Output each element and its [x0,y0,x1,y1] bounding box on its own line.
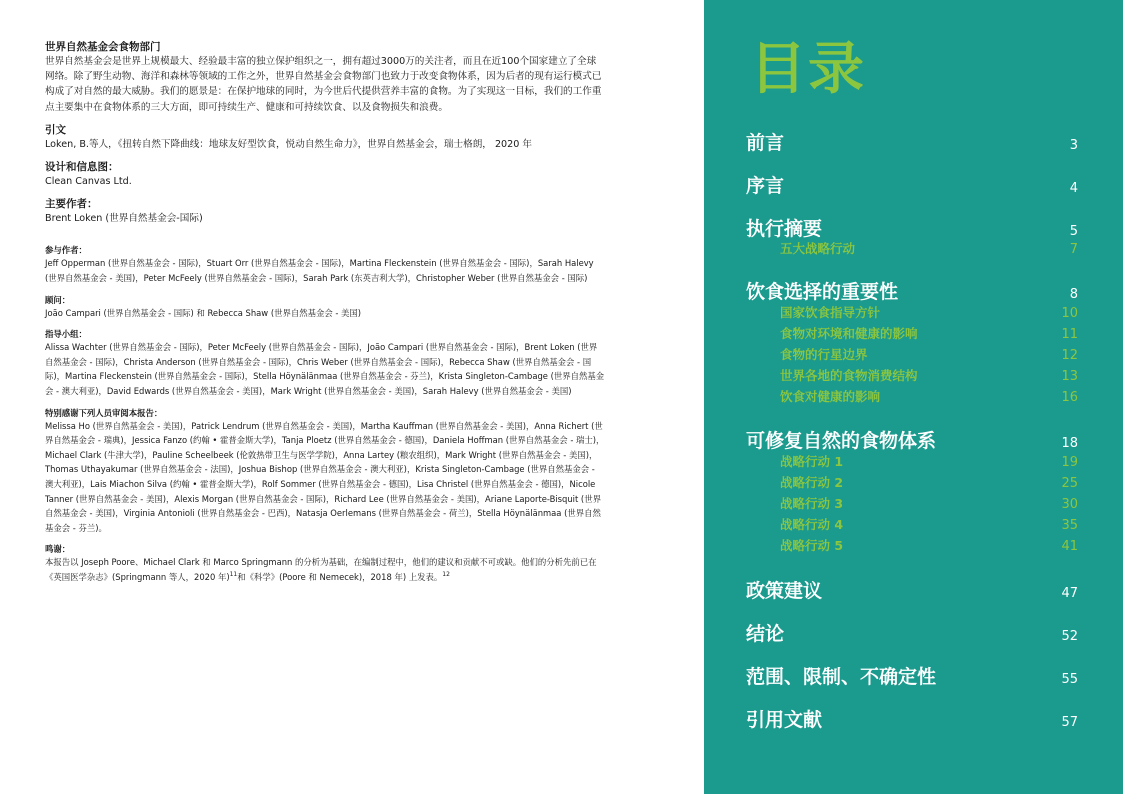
toc-entry-nature-positive-food[interactable] [746,426,1078,453]
advisors-heading: 顾问： [45,294,71,305]
reviewers-heading: 特别感谢下列人员审阅本报告： [45,407,163,418]
citation-section [45,123,605,152]
toc-entry-page: 12 [1061,348,1078,363]
steering-heading: 指导小组： [45,329,87,340]
acknowledgements-text-1: 本报告以 Joseph Poore、Michael Clark 和 Marco Springmann 的分析为基础，在编制过程中，他们的建议和贡献不可或缺。他们的分析先前已在《英国医学杂志》(Springmann 等人，2020 年) [45,557,597,582]
toc-entry-page: 19 [1061,455,1078,470]
toc-entry-label: 饮食对健康的影响 [780,389,881,404]
footnote-ref-11: 11 [229,571,238,579]
toc-entry-env-health-impact[interactable] [780,324,1078,342]
author-section [45,197,605,226]
author-body: Brent Loken (世界自然基金会-国际) [45,213,203,225]
design-body: Clean Canvas Ltd. [45,176,132,188]
toc-panel [704,0,1123,794]
credits-column [45,40,605,593]
citation-body: Loken, B.等人，《扭转自然下降曲线：地球友好型饮食，悦动自然生命力》，世界自然基金会，瑞士格朗， 2020 年 [45,138,533,150]
about-heading: 世界自然基金会食物部门 [45,41,161,53]
toc-entry-label: 序言 [746,175,785,197]
toc-entry-page: 8 [1069,287,1078,302]
toc-entry-preface[interactable] [746,171,1078,198]
toc-entry-action-3[interactable] [780,494,1078,512]
reviewers-section [45,407,605,536]
toc-entry-label: 食物对环境和健康的影响 [780,326,918,341]
design-heading: 设计和信息图： [45,161,119,174]
toc-entry-label: 结论 [746,623,785,645]
toc-entry-page: 57 [1061,715,1078,730]
toc-entry-page: 10 [1061,306,1078,321]
toc-entry-label: 战略行动 3 [780,496,844,511]
toc-entry-executive-summary[interactable] [746,214,1078,241]
acknowledgements-section [45,543,605,584]
toc-entry-page: 35 [1061,518,1078,533]
toc-entry-diet-choices[interactable] [746,277,1078,304]
toc-entry-label: 引用文献 [746,709,823,731]
toc-entry-page: 11 [1061,327,1078,342]
toc-entry-label: 饮食选择的重要性 [746,281,899,303]
toc-entry-national-guidelines[interactable] [780,303,1078,321]
advisors-section [45,294,605,321]
acknowledgements-body [45,555,605,584]
steering-section [45,328,605,398]
acknowledgements-heading: 鸣谢： [45,544,71,555]
toc-entry-page: 7 [1069,242,1078,257]
toc-entry-foreword[interactable] [746,128,1078,155]
toc-entry-action-5[interactable] [780,536,1078,554]
toc-entry-label: 政策建议 [746,580,823,602]
design-section [45,160,605,189]
toc-entry-label: 五大战略行动 [780,241,856,256]
advisors-body: João Campari (世界自然基金会 - 国际) 和 Rebecca Shaw (世界自然基金会 - 美国) [45,307,362,318]
toc-entry-page: 13 [1061,369,1078,384]
toc-entry-page: 25 [1061,476,1078,491]
toc-entry-page: 18 [1061,436,1078,451]
toc-entry-references[interactable] [746,705,1078,732]
toc-entry-policy[interactable] [746,576,1078,603]
footnote-ref-12: 12 [442,571,450,579]
toc-title: 目录 [750,37,866,102]
toc-entry-planetary-boundaries[interactable] [780,345,1078,363]
toc-entry-five-actions[interactable] [780,239,1078,257]
toc-entry-page: 47 [1061,586,1078,601]
acknowledgements-text-2: 和《科学》(Poore 和 Nemecek)，2018 年) 上发表。 [237,571,443,582]
citation-heading: 引文 [45,123,66,136]
contributors-heading: 参与作者： [45,245,87,256]
toc-entry-label: 战略行动 5 [780,538,844,553]
toc-entry-page: 55 [1061,672,1078,687]
toc-entry-scope-limits[interactable] [746,662,1078,689]
toc-entry-conclusion[interactable] [746,619,1078,646]
toc-entry-page: 16 [1061,390,1078,405]
steering-body: Alissa Wachter (世界自然基金会 - 国际)，Peter McFeely (世界自然基金会 - 国际)，João Campari (世界自然基金会 - 国际)，Brent Loken (世界自然基金会 - 国际)，Christa Anderson (世界自然基金会 - 国际)，Chris Weber (世界自然基金会 - 国际)，Rebecca Shaw (世界自然基金会 - 国际)，Martina Fleckenstein (世界自然基金会 - 国际)，Stella Höynälänmaa (世界自然基金会 - 芬兰)，Krista Singleton-Cambage (世界自然基金会 - 澳大利亚)，David Edwards (世界自然基金会 - 美国)，Mark Wright (世界自然基金会 - 美国)，Sarah Halevy (世界自然基金会 - 美国) [45,342,605,396]
toc-entry-page: 52 [1061,629,1078,644]
toc-entry-label: 可修复自然的食物体系 [746,430,937,452]
toc-entry-label: 食物的行星边界 [780,347,868,362]
toc-entry-page: 3 [1069,138,1078,153]
toc-entry-label: 国家饮食指导方针 [780,305,881,320]
toc-entry-label: 世界各地的食物消费结构 [780,368,918,383]
toc-entry-label: 战略行动 1 [780,454,844,469]
toc-entry-label: 战略行动 2 [780,475,844,490]
toc-entry-action-1[interactable] [780,452,1078,470]
toc-entry-page: 41 [1061,539,1078,554]
toc-entry-page: 4 [1069,181,1078,196]
toc-entry-page: 30 [1061,497,1078,512]
reviewers-body: Melissa Ho (世界自然基金会 - 美国)，Patrick Lendrum (世界自然基金会 - 美国)，Martha Kauffman (世界自然基金会 - 美国)，Anna Richert (世界自然基金会 - 瑞典)，Jessica Fanzo (约翰 • 霍普金斯大学)，Tanja Ploetz (世界自然基金会 - 德国)，Daniela Hoffman (世界自然基金会 - 瑞士)，Michael Clark (牛津大学)，Pauline Scheelbeek (伦敦热带卫生与医学学院)，Anna Lartey (粮农组织)，Mark Wright (世界自然基金会 - 美国)，Thomas Uthayakumar (世界自然基金会 - 法国)，Joshua Bishop (世界自然基金会 - 澳大利亚)，Krista Singleton-Cambage (世界自然基金会 - 澳大利亚)，Lais Miachon Silva (约翰 • 霍普金斯大学)，Rolf Sommer (世界自然基金会 - 德国)，Lisa Christel (世界自然基金会 - 德国)，Nicole Tanner (世界自然基金会 - 美国)，Alexis Morgan (世界自然基金会 - 国际)，Richard Lee (世界自然基金会 - 美国)，Ariane Laporte-Bisquit (世界自然基金会 - 美国)，Virginia Antonioli (世界自然基金会 - 巴西)，Natasja Oerlemans (世界自然基金会 - 荷兰)，Stella Höynälänmaa (世界自然基金会 - 芬兰)。 [45,420,605,533]
toc-entry-consumption-patterns[interactable] [780,366,1078,384]
contributors-body: Jeff Opperman (世界自然基金会 - 国际)，Stuart Orr (世界自然基金会 - 国际)，Martina Fleckenstein (世界自然基金会 - 国际)，Sarah Halevy (世界自然基金会 - 美国)，Peter McFeely (世界自然基金会 - 国际)，Sarah Park (东英吉利大学)，Christopher Weber (世界自然基金会 - 国际) [45,258,594,284]
author-heading: 主要作者： [45,198,98,211]
toc-entry-label: 战略行动 4 [780,517,844,532]
toc-entry-label: 前言 [746,132,785,154]
toc-entry-label: 范围、限制、不确定性 [746,666,937,688]
about-section [45,40,605,115]
toc-entry-action-4[interactable] [780,515,1078,533]
toc-entry-label: 执行摘要 [746,218,823,240]
toc-entry-health-impact[interactable] [780,387,1078,405]
toc-entry-page: 5 [1069,224,1078,239]
toc-entry-action-2[interactable] [780,473,1078,491]
contributors-section [45,244,605,285]
about-body: 世界自然基金会是世界上规模最大、经验最丰富的独立保护组织之一，拥有超过3000万的关注者，而且在近100个国家建立了全球网络。除了野生动物、海洋和森林等领域的工作之外，世界自然基金会食物部门也致力于改变食物体系，因为后者的现有运行模式已构成了对自然的最大威胁。我们的愿景是：在保护地球的同时，为今世后代提供营养丰富的食物。为了实现这一目标，我们的工作重点主要集中在食物体系的三大方面，即可持续生产、健康和可持续饮食、以及食物损失和浪费。 [45,56,602,113]
